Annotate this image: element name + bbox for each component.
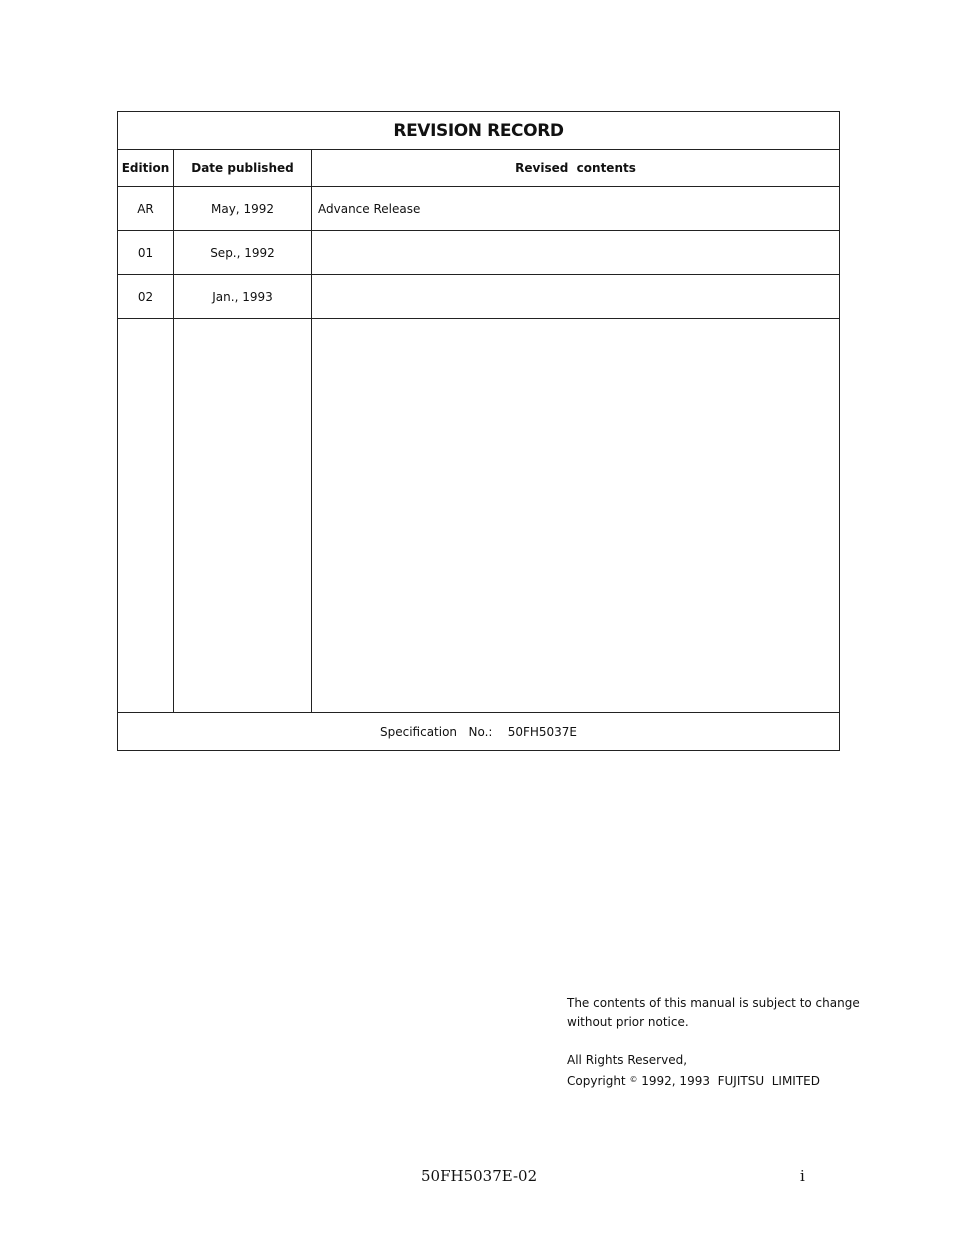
table-row-date: Jan., 1993 [212, 289, 273, 304]
copyright-symbol: © [629, 1075, 638, 1084]
copyright-prefix: Copyright [567, 1074, 630, 1088]
table-row-edition: AR [137, 201, 154, 216]
notice-line: All Rights Reserved, [567, 1053, 688, 1067]
table-row-edition: 01 [137, 245, 154, 260]
column-header-revised-contents: Revised contents [515, 161, 636, 175]
copyright-line [567, 1070, 860, 1091]
table-row-contents [312, 275, 839, 318]
table-row-date: May, 1992 [211, 201, 274, 216]
column-header-date-published: Date published [191, 161, 294, 175]
table-row-date: Sep., 1992 [210, 245, 275, 260]
table-row-contents [312, 231, 839, 274]
page-number: i [800, 1167, 805, 1185]
revision-record-table [117, 111, 840, 751]
legal-notice [567, 994, 860, 1091]
document-code: 50FH5037E-02 [421, 1167, 538, 1185]
table-row-edition: 02 [137, 289, 154, 304]
column-header-edition: Edition [121, 161, 170, 175]
specification-number: Specification No.: 50FH5037E [379, 724, 578, 739]
copyright-suffix: 1992, 1993 FUJITSU LIMITED [637, 1074, 820, 1088]
revision-record-title: REVISION RECORD [118, 112, 839, 150]
table-row-contents: Advance Release [318, 201, 421, 216]
notice-line: without prior notice. [567, 1015, 689, 1029]
notice-line: The contents of this manual is subject to change [567, 996, 860, 1010]
row-divider [118, 318, 839, 319]
